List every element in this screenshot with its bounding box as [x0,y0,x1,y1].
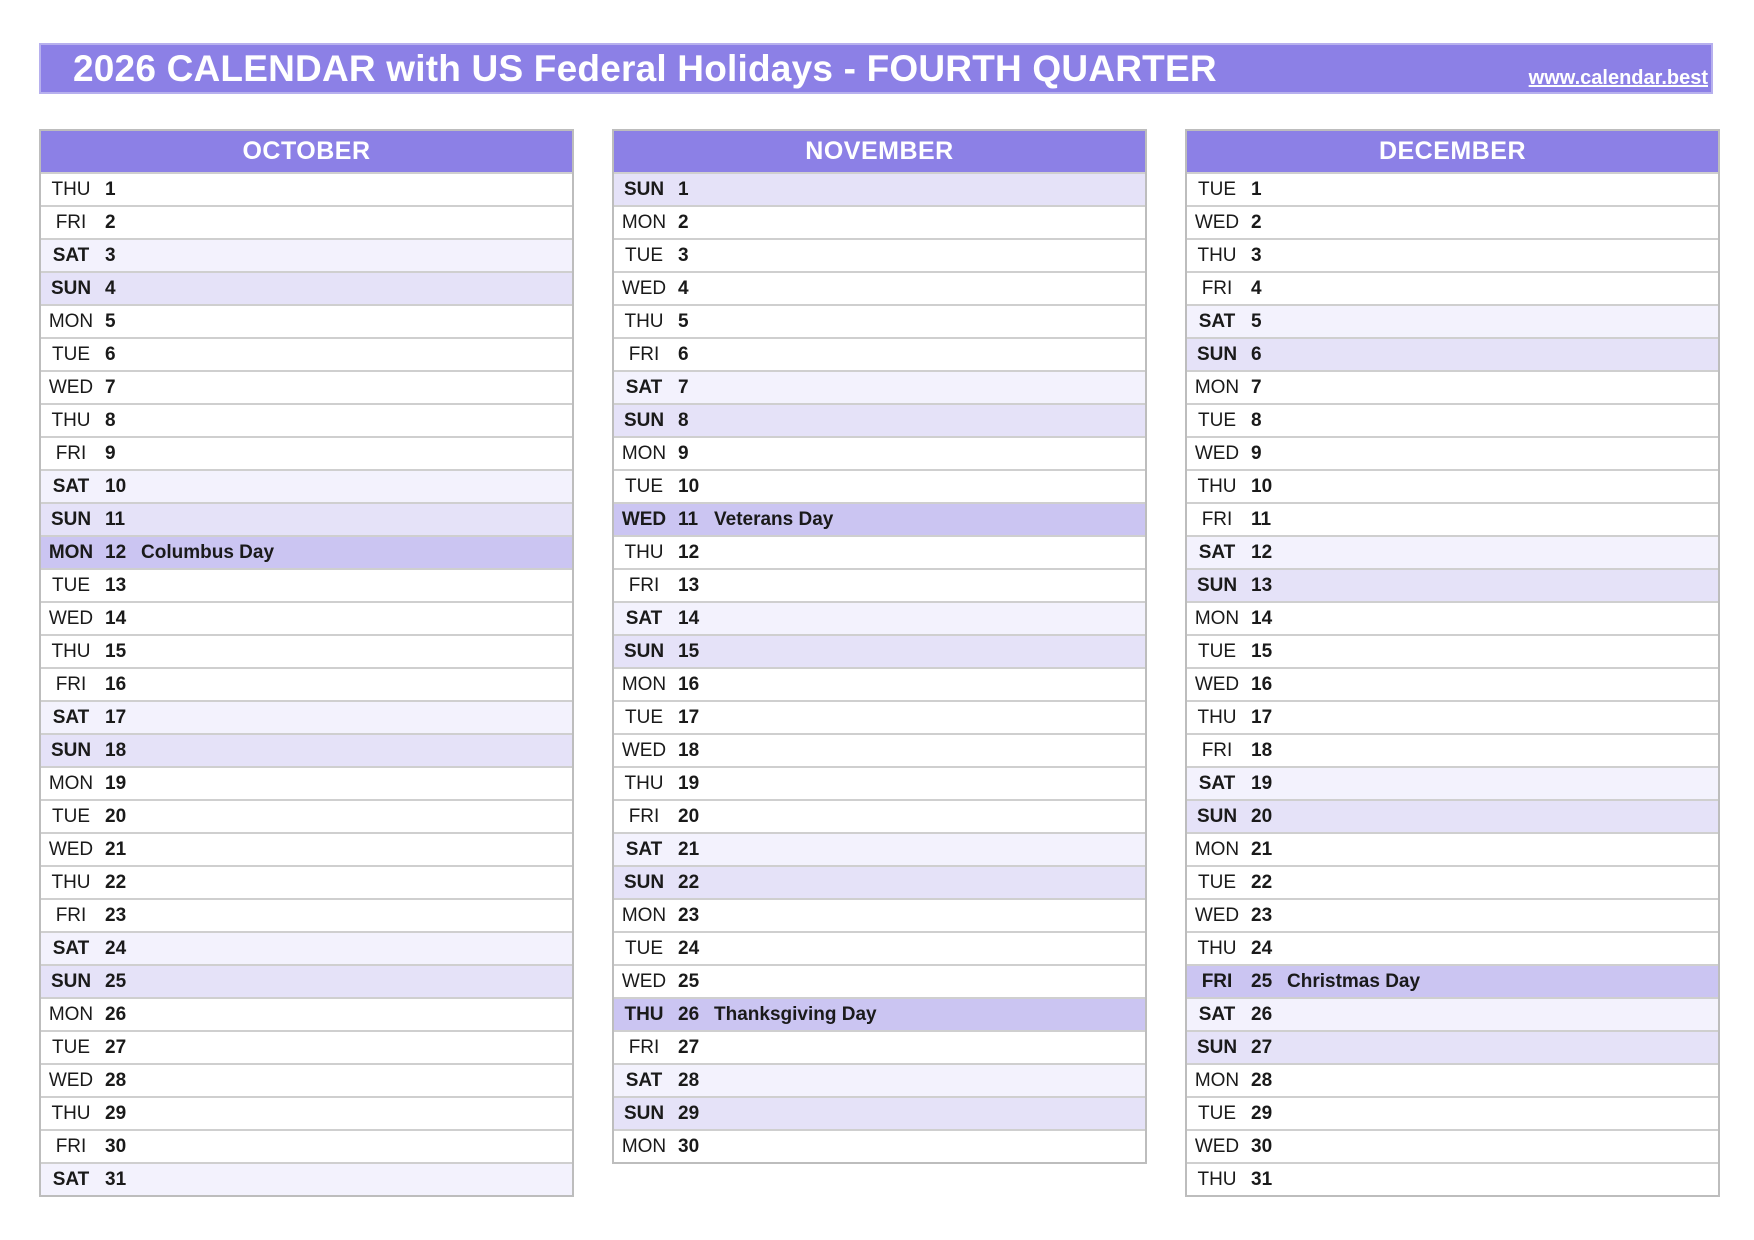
day-list [614,172,1145,1162]
day-of-week: THU [51,1102,91,1124]
day-number: 7 [1251,376,1262,398]
day-row[interactable] [41,1129,572,1162]
day-number: 20 [678,805,700,827]
day-of-week: FRI [1201,277,1233,299]
day-row[interactable] [41,700,572,733]
day-row[interactable] [1187,700,1718,733]
day-row[interactable] [1187,667,1718,700]
day-of-week: SAT [1198,541,1236,563]
day-of-week: WED [621,739,667,761]
day-number: 12 [1251,541,1273,563]
day-row[interactable] [614,799,1145,832]
month-october [39,129,574,1197]
day-row[interactable] [614,634,1145,667]
day-number: 5 [1251,310,1262,332]
day-number: 29 [105,1102,127,1124]
day-of-week: SAT [1198,1003,1236,1025]
day-of-week: SUN [50,277,92,299]
day-of-week: SUN [1196,1036,1238,1058]
day-of-week: SUN [623,1102,665,1124]
day-of-week: THU [51,871,91,893]
day-number: 10 [1251,475,1273,497]
holiday-row[interactable] [614,502,1145,535]
day-of-week: SUN [1196,805,1238,827]
day-of-week: SAT [52,706,90,728]
day-number: 11 [105,508,126,530]
site-link[interactable]: www.calendar.best [1528,67,1708,89]
day-number: 9 [678,442,689,464]
day-number: 16 [678,673,700,695]
day-number: 31 [1251,1168,1273,1190]
day-of-week: THU [51,640,91,662]
day-of-week: WED [1194,673,1240,695]
day-row[interactable] [1187,469,1718,502]
month-header: NOVEMBER [614,131,1145,172]
day-row[interactable] [41,865,572,898]
day-of-week: TUE [1198,178,1236,200]
day-number: 24 [105,937,127,959]
day-of-week: SUN [623,409,665,431]
day-of-week: TUE [625,706,663,728]
day-number: 13 [678,574,700,596]
day-of-week: SUN [623,640,665,662]
day-number: 3 [1251,244,1262,266]
holiday-name: Christmas Day [1287,970,1421,992]
day-row[interactable] [41,238,572,271]
day-of-week: TUE [1198,640,1236,662]
day-of-week: SAT [52,475,90,497]
day-row[interactable] [1187,238,1718,271]
day-number: 10 [678,475,700,497]
day-number: 21 [1251,838,1273,860]
holiday-row[interactable] [1187,964,1718,997]
day-number: 22 [678,871,700,893]
day-of-week: FRI [628,805,660,827]
day-of-week: THU [1197,244,1237,266]
day-row[interactable] [614,337,1145,370]
day-of-week: FRI [55,904,87,926]
day-row[interactable] [614,304,1145,337]
day-row[interactable] [1187,601,1718,634]
day-number: 16 [105,673,127,695]
day-of-week: SUN [623,871,665,893]
month-december [1185,129,1720,1197]
day-of-week: TUE [1198,871,1236,893]
day-number: 13 [105,574,127,596]
day-row[interactable] [1187,535,1718,568]
day-number: 27 [678,1036,700,1058]
day-number: 14 [1251,607,1273,629]
day-of-week: THU [51,178,91,200]
day-number: 22 [105,871,127,893]
day-row[interactable] [1187,370,1718,403]
day-of-week: SUN [50,739,92,761]
day-row[interactable] [1187,1030,1718,1063]
day-row[interactable] [1187,172,1718,205]
day-of-week: MON [48,772,94,794]
day-row[interactable] [1187,997,1718,1030]
day-row[interactable] [41,370,572,403]
day-number: 28 [1251,1069,1273,1091]
day-number: 8 [105,409,116,431]
day-number: 20 [1251,805,1273,827]
day-row[interactable] [41,568,572,601]
day-number: 23 [1251,904,1273,926]
holiday-name: Thanksgiving Day [714,1003,877,1025]
day-of-week: THU [624,772,664,794]
day-of-week: WED [621,970,667,992]
day-number: 22 [1251,871,1273,893]
day-row[interactable] [41,832,572,865]
day-number: 21 [678,838,700,860]
day-row[interactable] [614,568,1145,601]
day-row[interactable] [614,205,1145,238]
day-of-week: THU [1197,1168,1237,1190]
day-row[interactable] [1187,832,1718,865]
holiday-name: Veterans Day [714,508,834,530]
day-number: 29 [678,1102,700,1124]
day-row[interactable] [614,1129,1145,1162]
day-of-week: THU [624,541,664,563]
day-row[interactable] [614,601,1145,634]
day-number: 26 [678,1003,700,1025]
day-of-week: SAT [625,1069,663,1091]
day-number: 12 [678,541,700,563]
day-of-week: MON [621,1135,667,1157]
day-number: 10 [105,475,127,497]
day-of-week: TUE [52,343,90,365]
day-number: 18 [105,739,127,761]
day-of-week: SUN [50,970,92,992]
day-of-week: THU [624,310,664,332]
day-of-week: TUE [625,244,663,266]
holiday-row[interactable] [614,997,1145,1030]
day-number: 23 [105,904,127,926]
day-row[interactable] [614,1096,1145,1129]
day-number: 12 [105,541,127,563]
day-row[interactable] [41,1030,572,1063]
day-number: 23 [678,904,700,926]
day-row[interactable] [1187,403,1718,436]
day-of-week: THU [1197,706,1237,728]
day-of-week: FRI [55,1135,87,1157]
day-row[interactable] [614,700,1145,733]
day-of-week: TUE [625,475,663,497]
day-number: 14 [105,607,127,629]
day-number: 2 [678,211,689,233]
day-row[interactable] [41,502,572,535]
month-header: DECEMBER [1187,131,1718,172]
day-row[interactable] [614,370,1145,403]
day-row[interactable] [1187,898,1718,931]
day-of-week: TUE [1198,409,1236,431]
day-of-week: MON [621,211,667,233]
day-of-week: MON [1194,607,1240,629]
day-row[interactable] [1187,634,1718,667]
day-number: 25 [105,970,127,992]
day-row[interactable] [614,238,1145,271]
day-number: 29 [1251,1102,1273,1124]
holiday-row[interactable] [41,535,572,568]
day-number: 17 [678,706,700,728]
day-row[interactable] [614,436,1145,469]
day-of-week: SUN [1196,343,1238,365]
day-list [1187,172,1718,1195]
day-of-week: SUN [623,178,665,200]
day-row[interactable] [1187,766,1718,799]
day-list [41,172,572,1195]
day-row[interactable] [614,403,1145,436]
day-of-week: SAT [52,244,90,266]
day-row[interactable] [41,172,572,205]
day-of-week: FRI [55,673,87,695]
day-of-week: TUE [625,937,663,959]
day-row[interactable] [614,733,1145,766]
day-of-week: MON [48,541,94,563]
day-of-week: FRI [1201,508,1233,530]
day-of-week: MON [1194,376,1240,398]
month-header: OCTOBER [41,131,572,172]
day-of-week: SAT [52,937,90,959]
day-row[interactable] [614,931,1145,964]
day-number: 25 [1251,970,1273,992]
day-of-week: WED [1194,442,1240,464]
day-row[interactable] [41,667,572,700]
day-number: 15 [1251,640,1273,662]
day-of-week: FRI [55,211,87,233]
day-of-week: SAT [625,607,663,629]
day-row[interactable] [1187,568,1718,601]
day-number: 9 [105,442,116,464]
day-row[interactable] [1187,733,1718,766]
day-number: 4 [678,277,689,299]
day-of-week: THU [1197,937,1237,959]
day-of-week: WED [1194,1135,1240,1157]
day-row[interactable] [41,436,572,469]
day-row[interactable] [1187,931,1718,964]
day-row[interactable] [41,931,572,964]
day-row[interactable] [1187,1162,1718,1195]
day-row[interactable] [1187,436,1718,469]
day-row[interactable] [1187,304,1718,337]
day-row[interactable] [41,205,572,238]
day-number: 26 [105,1003,127,1025]
day-number: 4 [1251,277,1262,299]
day-of-week: WED [621,277,667,299]
day-of-week: TUE [1198,1102,1236,1124]
holiday-name: Columbus Day [141,541,275,563]
day-row[interactable] [614,832,1145,865]
day-row[interactable] [614,469,1145,502]
day-number: 27 [1251,1036,1273,1058]
day-row[interactable] [41,964,572,997]
day-row[interactable] [41,469,572,502]
day-of-week: FRI [628,1036,660,1058]
day-number: 21 [105,838,127,860]
day-number: 3 [105,244,116,266]
day-of-week: WED [48,838,94,860]
day-number: 8 [678,409,689,431]
title-bar [39,43,1713,94]
day-row[interactable] [614,172,1145,205]
day-number: 30 [678,1135,700,1157]
day-row[interactable] [41,403,572,436]
day-of-week: MON [48,310,94,332]
day-number: 19 [1251,772,1273,794]
day-number: 24 [678,937,700,959]
day-of-week: MON [621,442,667,464]
day-row[interactable] [614,535,1145,568]
day-of-week: FRI [1201,970,1233,992]
day-of-week: SAT [52,1168,90,1190]
day-number: 2 [105,211,116,233]
day-row[interactable] [614,1063,1145,1096]
day-number: 18 [678,739,700,761]
day-number: 20 [105,805,127,827]
day-of-week: FRI [628,574,660,596]
day-row[interactable] [41,1096,572,1129]
day-number: 26 [1251,1003,1273,1025]
day-of-week: WED [48,376,94,398]
day-row[interactable] [41,997,572,1030]
day-row[interactable] [41,271,572,304]
day-row[interactable] [1187,1063,1718,1096]
day-row[interactable] [614,1030,1145,1063]
day-number: 4 [105,277,116,299]
day-of-week: WED [1194,211,1240,233]
day-number: 31 [105,1168,127,1190]
day-number: 15 [678,640,700,662]
day-row[interactable] [1187,1096,1718,1129]
day-row[interactable] [41,733,572,766]
day-of-week: WED [621,508,667,530]
day-of-week: SAT [625,838,663,860]
day-of-week: SAT [625,376,663,398]
day-row[interactable] [614,766,1145,799]
day-number: 15 [105,640,127,662]
day-row[interactable] [614,271,1145,304]
day-row[interactable] [41,1162,572,1195]
day-number: 1 [678,178,689,200]
day-number: 6 [678,343,689,365]
day-of-week: SAT [1198,310,1236,332]
day-of-week: TUE [52,1036,90,1058]
day-number: 3 [678,244,689,266]
day-of-week: WED [48,1069,94,1091]
day-number: 28 [678,1069,700,1091]
day-number: 13 [1251,574,1273,596]
day-row[interactable] [1187,337,1718,370]
day-row[interactable] [41,766,572,799]
day-of-week: FRI [55,442,87,464]
day-number: 17 [1251,706,1273,728]
day-number: 25 [678,970,700,992]
day-number: 5 [678,310,689,332]
day-number: 18 [1251,739,1273,761]
day-number: 17 [105,706,127,728]
day-row[interactable] [1187,799,1718,832]
page-title: 2026 CALENDAR with US Federal Holidays - FOURTH QUARTER [73,48,1217,89]
day-number: 11 [1251,508,1272,530]
day-number: 11 [678,508,699,530]
day-number: 9 [1251,442,1262,464]
day-number: 1 [105,178,116,200]
day-number: 6 [105,343,116,365]
day-number: 1 [1251,178,1262,200]
day-of-week: MON [1194,1069,1240,1091]
day-number: 19 [678,772,700,794]
day-number: 28 [105,1069,127,1091]
day-number: 8 [1251,409,1262,431]
day-number: 6 [1251,343,1262,365]
day-row[interactable] [1187,1129,1718,1162]
day-row[interactable] [1187,205,1718,238]
day-of-week: MON [621,673,667,695]
day-row[interactable] [614,964,1145,997]
day-row[interactable] [1187,865,1718,898]
day-row[interactable] [41,304,572,337]
day-row[interactable] [41,1063,572,1096]
day-number: 27 [105,1036,127,1058]
day-row[interactable] [1187,502,1718,535]
day-number: 30 [105,1135,127,1157]
day-number: 19 [105,772,127,794]
day-row[interactable] [41,337,572,370]
day-row[interactable] [1187,271,1718,304]
day-of-week: SUN [50,508,92,530]
day-of-week: WED [1194,904,1240,926]
day-of-week: MON [621,904,667,926]
day-of-week: MON [1194,838,1240,860]
day-row[interactable] [41,799,572,832]
day-number: 7 [678,376,689,398]
day-number: 14 [678,607,700,629]
day-number: 30 [1251,1135,1273,1157]
day-number: 5 [105,310,116,332]
day-of-week: SAT [1198,772,1236,794]
day-number: 2 [1251,211,1262,233]
day-row[interactable] [41,601,572,634]
day-of-week: TUE [52,805,90,827]
day-of-week: FRI [1201,739,1233,761]
day-number: 7 [105,376,116,398]
day-of-week: FRI [628,343,660,365]
day-of-week: SUN [1196,574,1238,596]
day-row[interactable] [41,634,572,667]
day-row[interactable] [41,898,572,931]
day-of-week: WED [48,607,94,629]
day-row[interactable] [614,667,1145,700]
day-number: 24 [1251,937,1273,959]
day-of-week: MON [48,1003,94,1025]
month-november [612,129,1147,1164]
day-of-week: THU [624,1003,664,1025]
day-of-week: THU [1197,475,1237,497]
day-row[interactable] [614,898,1145,931]
day-of-week: THU [51,409,91,431]
day-number: 16 [1251,673,1273,695]
day-of-week: TUE [52,574,90,596]
day-row[interactable] [614,865,1145,898]
